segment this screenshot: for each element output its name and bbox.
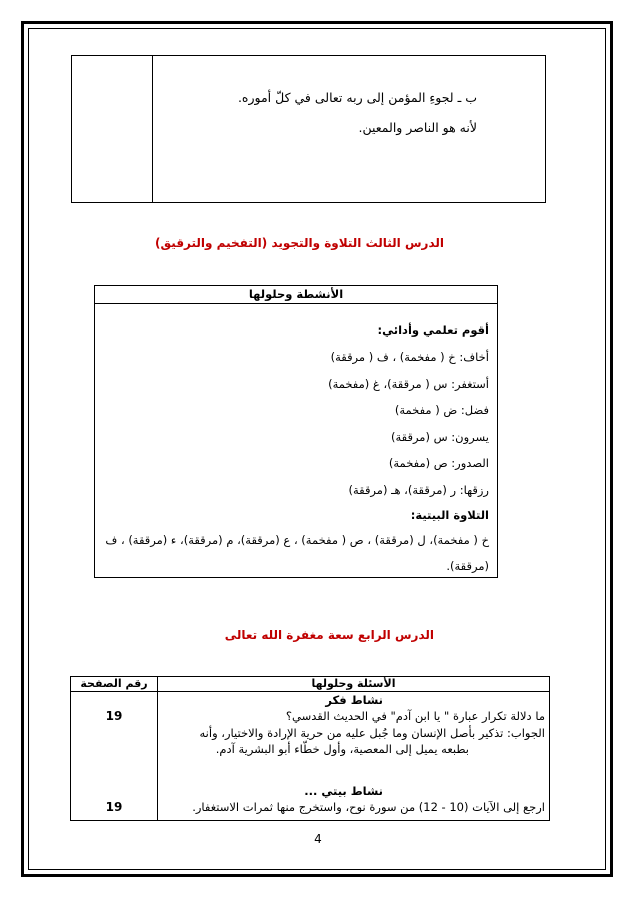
list-item: فضل: ض ( مفخمة) [394, 403, 489, 417]
activity-question: ارجع إلى الآيات (10 - 12) من سورة نوح، واستخرج منها ثمرات الاستغفار. [192, 800, 545, 814]
activity-title-think: نشاط فكر [325, 693, 383, 707]
section-title-performance: أقوم تعلمي وأدائي: [377, 323, 489, 337]
table-divider [157, 677, 158, 820]
table-header [71, 677, 549, 692]
table-divider [152, 56, 153, 202]
questions-table [70, 676, 550, 821]
page-reference: 19 [105, 800, 123, 814]
list-item: يسرون: س (مرققة) [391, 430, 489, 444]
list-item: أخاف: خ ( مفخمة) ، ف ( مرققة) [330, 350, 489, 364]
page-reference: 19 [105, 709, 123, 723]
activity-title-home: نشاط بيتي ... [304, 784, 383, 798]
home-recitation-line: خ ( مفخمة)، ل (مرققة) ، ص ( مفخمة) ، ع (مرققة)، م (مرققة)، ء (مرققة) ، ف [105, 533, 489, 547]
activities-box-title: الأنشطة وحلولها [95, 286, 497, 304]
lesson4-heading: الدرس الرابع سعة مغفرة الله تعالى [224, 628, 434, 642]
answer-line-reason: لأنه هو الناصر والمعين. [358, 120, 477, 135]
lesson3-heading: الدرس الثالث التلاوة والتجويد (التفخيم والترقيق) [155, 236, 444, 250]
list-item: أستغفر: س ( مرققة)، غ (مفخمة) [328, 377, 489, 391]
answer-table-top [71, 55, 546, 203]
page-number: 4 [314, 832, 322, 846]
column-header-questions: الأسئلة وحلولها [311, 677, 396, 690]
answer-line-b: ب ـ لجوءِ المؤمن إلى ربه تعالى في كلّ أموره. [237, 90, 477, 105]
activities-box [94, 285, 498, 578]
activity-question: ما دلالة تكرار عبارة " يا ابن آدم" في الحديث القدسي؟ [285, 709, 545, 723]
list-item: رزقها: ر (مرققة)، هـ (مرققة) [348, 483, 489, 497]
activity-answer: بطبعه يميل إلى المعصية، وأول خطّاء أبو البشرية آدم. [215, 742, 469, 756]
list-item: الصدور: ص (مفخمة) [388, 456, 489, 470]
activity-answer: الجواب: تذكير بأصل الإنسان وما جُبل عليه من حرية الإرادة والاختيار، وأنه [199, 726, 545, 740]
section-title-home-recitation: التلاوة البيتية: [410, 508, 489, 522]
column-header-page: رقم الصفحة [80, 677, 148, 690]
home-recitation-line: (مرققة). [446, 559, 489, 573]
